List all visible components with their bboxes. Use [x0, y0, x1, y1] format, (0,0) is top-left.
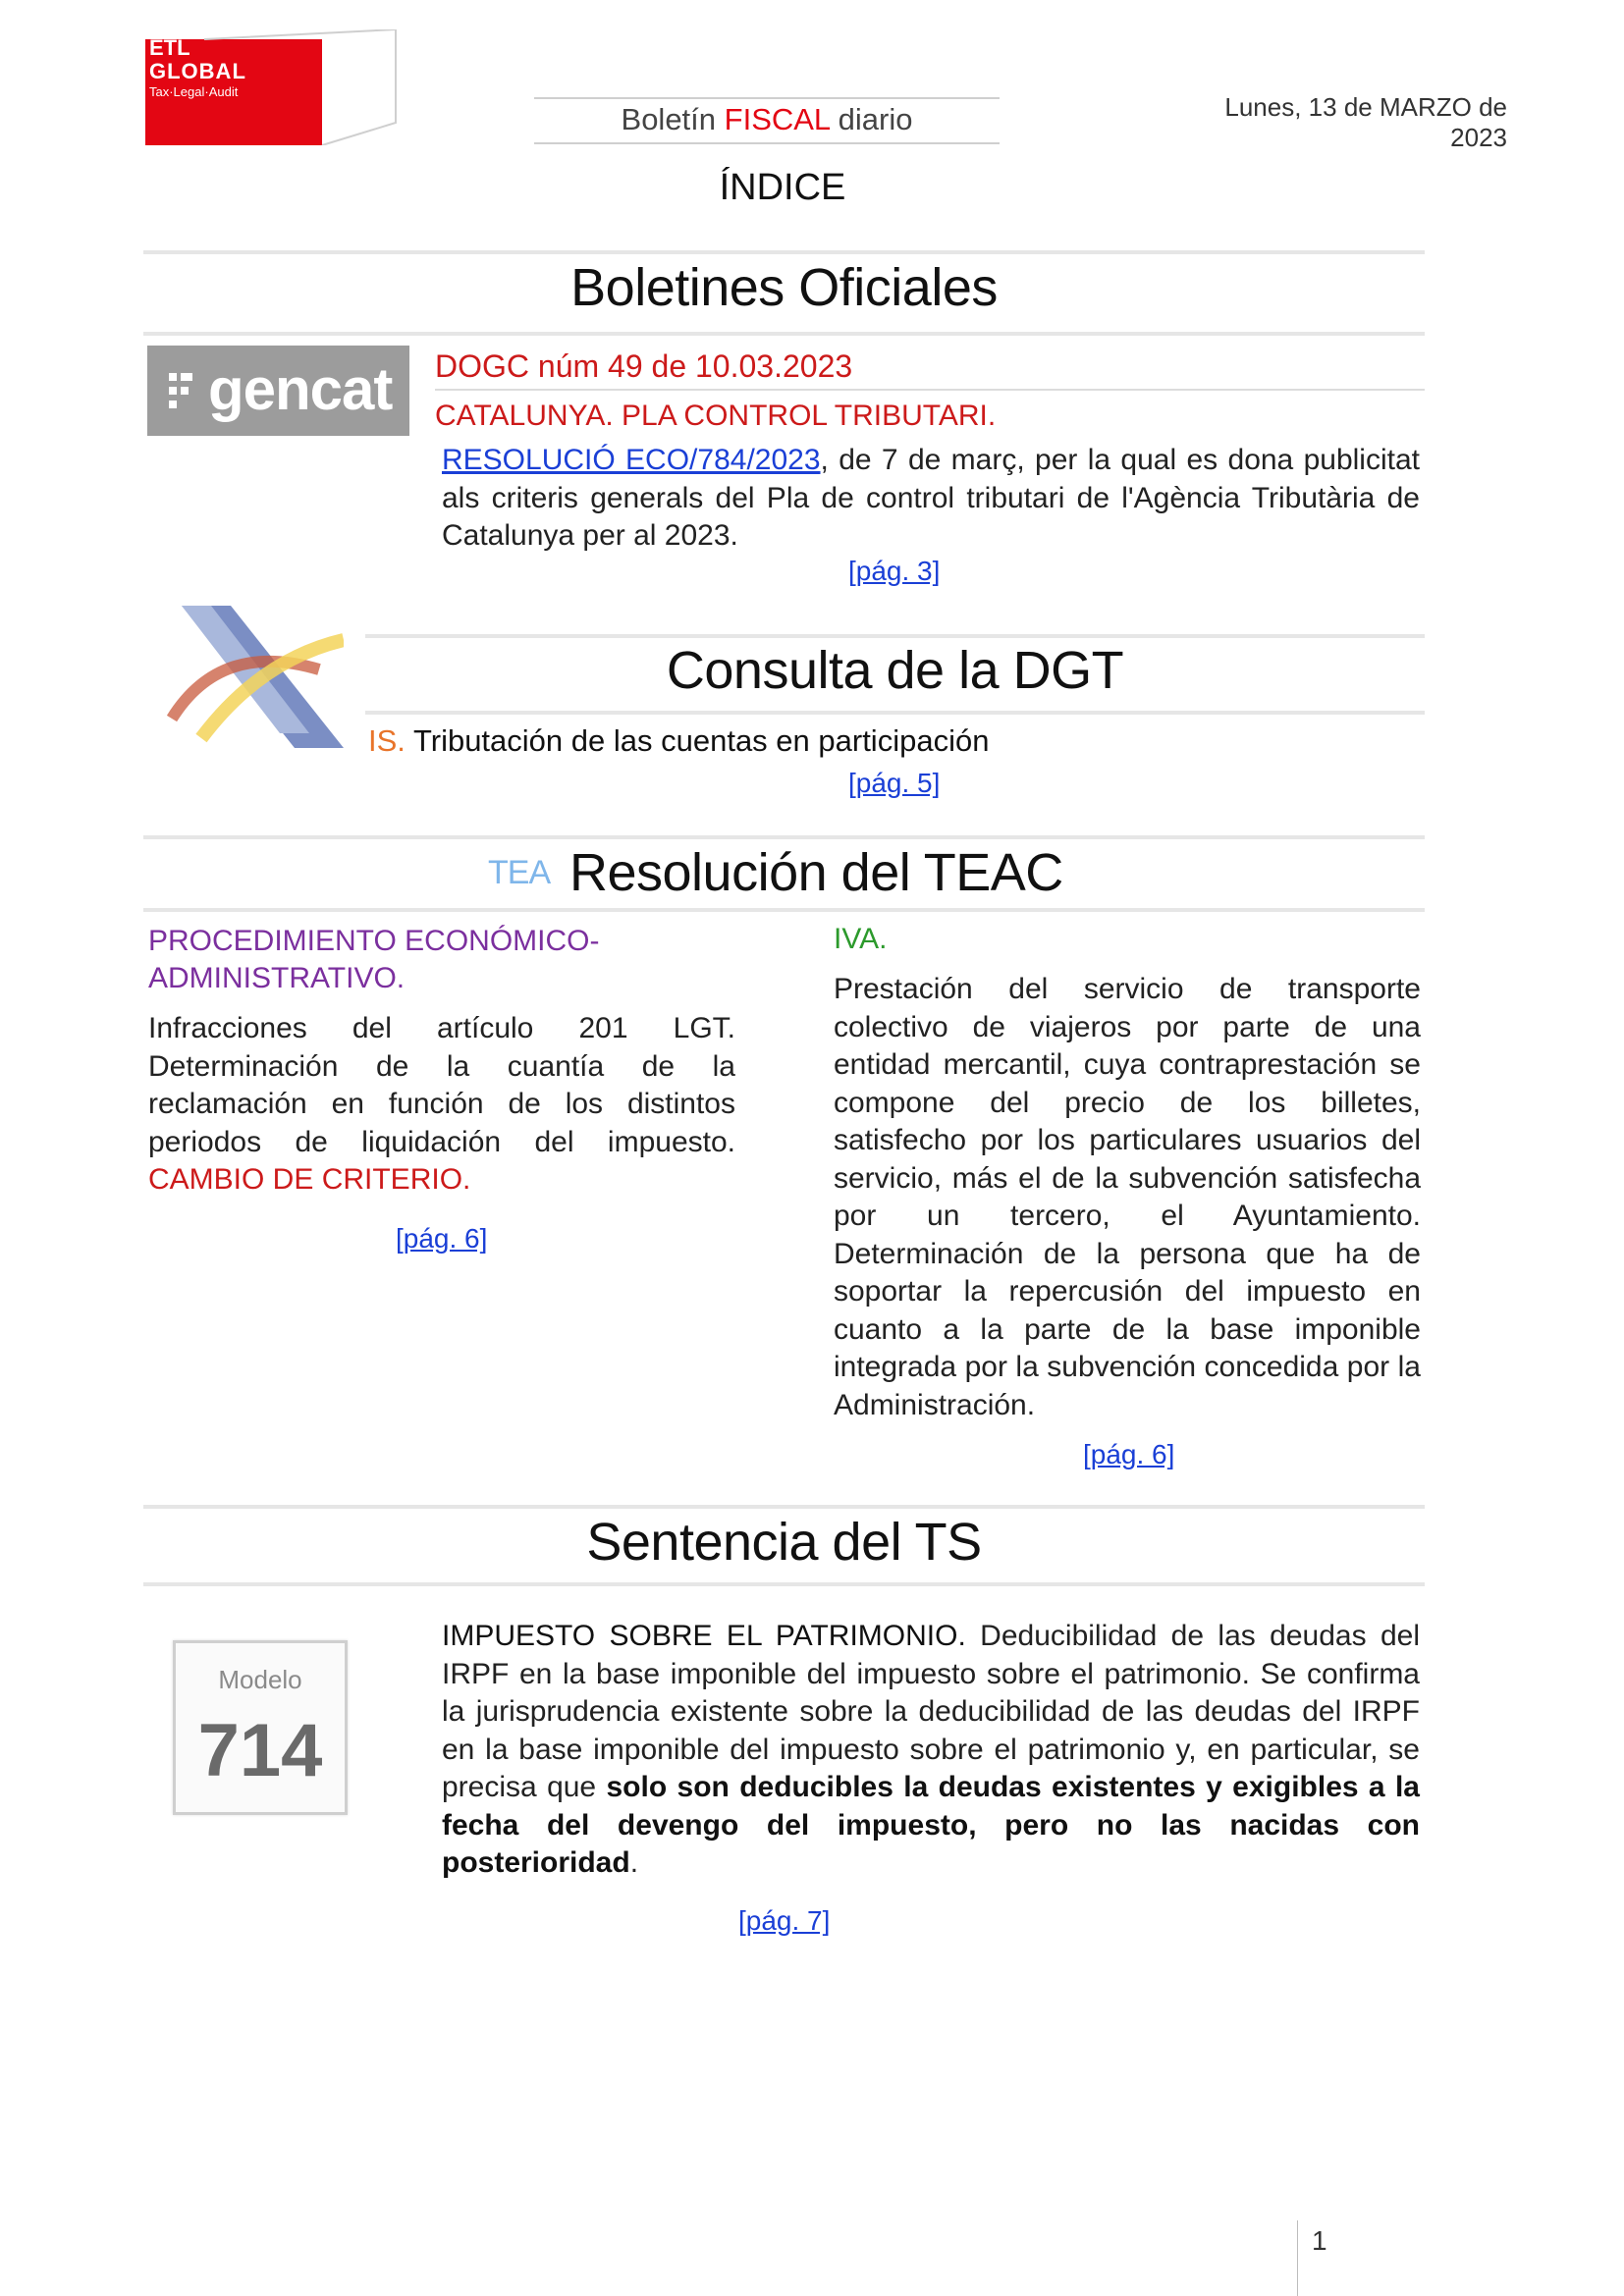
gencat-logo [147, 346, 409, 436]
tea-logo: TEA [488, 854, 551, 891]
bulletin-paragraph [442, 442, 1420, 556]
modelo-714-icon [173, 1640, 348, 1815]
agencia-tributaria-icon [162, 601, 344, 763]
dgt-title: Consulta de la DGT [666, 641, 1124, 700]
etl-global-logo [145, 29, 401, 145]
ts-rule-bottom [143, 1582, 1425, 1586]
teac-rule-bottom [143, 908, 1425, 912]
boletines-title: Boletines Oficiales [570, 258, 998, 317]
teac-right-category: IVA. [834, 923, 888, 955]
modelo-label: Modelo [218, 1665, 302, 1694]
modelo-number: 714 [197, 1709, 323, 1792]
resolucio-link[interactable]: RESOLUCIÓ ECO/784/2023 [442, 444, 821, 476]
teac-title: Resolución del TEAC [569, 843, 1063, 902]
teac-left-body: Infracciones del artículo 201 LGT. Determinación de la cuantía de la reclamación en función de los distintos periodos de liquidación del impuesto. [148, 1012, 735, 1158]
dgt-tag: IS. [368, 723, 406, 758]
header-rule-top [534, 97, 1000, 99]
logo-name: GLOBAL [149, 59, 246, 83]
bulletin-title-post: diario [830, 102, 913, 136]
bulletin-title-pre: Boletín [621, 102, 725, 136]
logo-brand: ETL [149, 35, 190, 60]
ts-bold-text: solo son deducibles la deudas existentes y exigibles a la fecha del devengo del impuesto, pero no las nacidas con posterioridad [442, 1771, 1420, 1879]
ts-rule-top [143, 1505, 1425, 1509]
gencat-dots-icon [169, 369, 192, 412]
ts-body: Deducibilidad de las deudas del IRPF en la base imponible del impuesto sobre el patrimonio. Se confirma la jurisprudencia existente sobre la deducibilidad de las deudas del IRPF en la base imponible del impuesto sobre el patrimonio y, en particular, se precisa que [442, 1620, 1421, 1803]
bulletin-title-accent: FISCAL [724, 102, 831, 136]
agencia-tributaria-logo [162, 601, 344, 763]
gencat-logo-text: gencat [208, 356, 393, 422]
bulletin-body: , de 7 de març, per la qual es dona publicitat als criteris generals del Pla de control tributari de l'Agència Tributària de Catalunya per al 2023. [442, 444, 1420, 552]
ts-title: Sentencia del TS [586, 1513, 982, 1572]
bulletin-category: CATALUNYA. PLA CONTROL TRIBUTARI. [435, 400, 997, 432]
teac-right-page-link[interactable]: [pág. 6] [1083, 1439, 1175, 1469]
teac-right-body: Prestación del servicio de transporte colectivo de viajeros por parte de una entidad mercantil, cuya contraprestación se compone del precio de los billetes, satisfecho por los particulares usuarios del servicio, más el de la subvención satisfecha por un tercero, el Ayuntamiento. Determinación de la persona que ha de soportar la repercusión del impuesto en cuanto a la parte de la base imponible integrada por la subvención concedida por la Administración. [834, 973, 1421, 1421]
ts-page-link[interactable]: [pág. 7] [738, 1905, 831, 1936]
header-rule-bottom [534, 142, 1000, 144]
header-date: Lunes, 13 de MARZO de 2023 [1224, 92, 1507, 152]
dgt-page-link[interactable]: [pág. 5] [848, 768, 941, 798]
boletines-rule-bottom [143, 332, 1425, 336]
teac-left-category: PROCEDIMIENTO ECONÓMICO-ADMINISTRATIVO. [148, 925, 600, 994]
dgt-rule-bottom [365, 711, 1425, 715]
index-title: ÍNDICE [719, 167, 846, 208]
ts-category: IMPUESTO SOBRE EL PATRIMONIO. [442, 1620, 966, 1652]
bulletin-reference: DOGC núm 49 de 10.03.2023 [435, 348, 853, 384]
teac-left-page-link[interactable]: [pág. 6] [396, 1223, 488, 1254]
boletines-page-link[interactable]: [pág. 3] [848, 556, 941, 586]
footer-divider [1297, 2220, 1298, 2296]
teac-left-paragraph [148, 1010, 735, 1200]
page-number: 1 [1312, 2225, 1327, 2256]
logo-tagline: Tax·Legal·Audit [149, 84, 239, 99]
teac-rule-top [143, 835, 1425, 839]
dgt-rule-top [365, 634, 1425, 638]
boletines-rule-top [143, 250, 1425, 254]
teac-left-note: CAMBIO DE CRITERIO. [148, 1163, 471, 1196]
dgt-item [368, 723, 989, 759]
bulletin-title [534, 102, 1000, 137]
ts-end: . [629, 1846, 639, 1879]
boletines-subrule [435, 389, 1425, 391]
dgt-text: Tributación de las cuentas en participación [405, 723, 990, 758]
ts-paragraph [442, 1618, 1420, 1883]
